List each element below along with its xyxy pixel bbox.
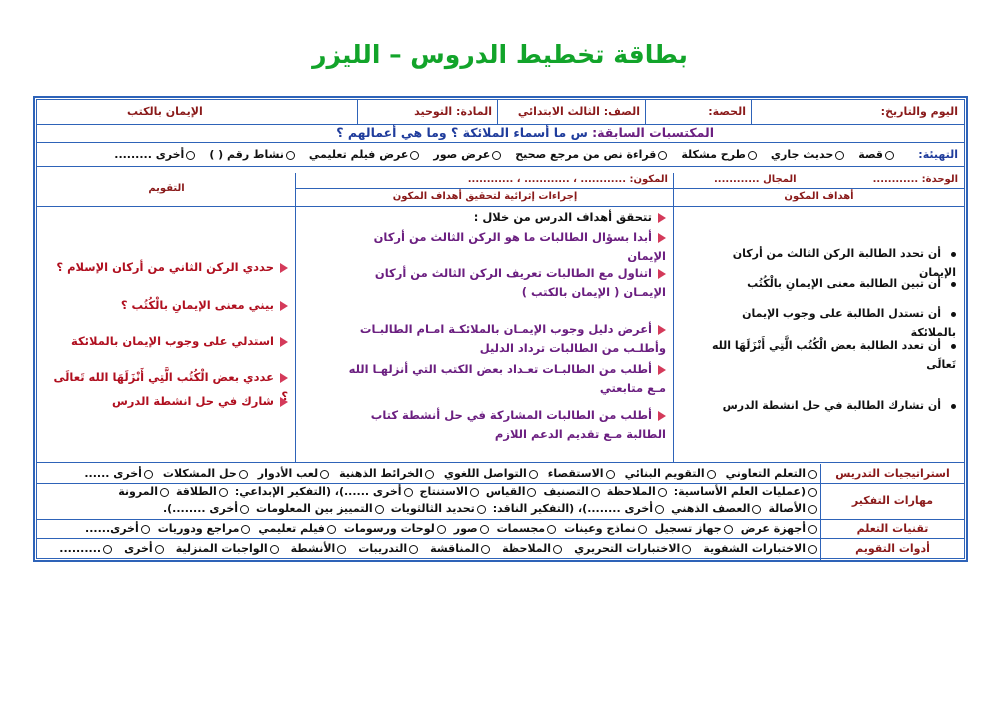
option-label: المناقشة xyxy=(430,542,480,555)
option-label: عرض فيلم تعليمي xyxy=(308,148,409,161)
option-item[interactable] xyxy=(124,542,164,555)
procedure-item xyxy=(331,360,666,398)
thinking-row xyxy=(37,483,964,520)
option-item[interactable] xyxy=(430,542,490,555)
subject-label: المادة: xyxy=(456,105,492,118)
unit-label: الوحدة: ............ xyxy=(872,174,958,185)
arrow-icon xyxy=(658,269,666,279)
option-item[interactable] xyxy=(625,467,716,480)
option-label: أخرى...... xyxy=(85,522,139,535)
evaluation-item xyxy=(43,258,288,277)
radio-circle-icon[interactable] xyxy=(655,505,664,514)
radio-circle-icon[interactable] xyxy=(808,545,817,554)
option-item[interactable] xyxy=(85,522,150,535)
option-item[interactable] xyxy=(564,522,647,535)
option-item[interactable] xyxy=(768,502,817,515)
option-item[interactable] xyxy=(344,522,446,535)
evaluation-text: حددي الركن الثاني من أركان الإسلام ؟ xyxy=(56,260,274,274)
radio-circle-icon[interactable] xyxy=(591,488,600,497)
evaluation-text: استدلي على وجوب الإيمان بالملائكة xyxy=(71,334,274,348)
option-label: أخرى ........)، (التفكير الناقد: xyxy=(492,502,654,515)
arrow-icon xyxy=(658,365,666,375)
thinking-line2 xyxy=(156,502,817,515)
option-label: قراءة نص من مرجع صحيح xyxy=(515,148,657,161)
option-item[interactable] xyxy=(671,502,761,515)
option-label: أجهزة عرض xyxy=(740,522,806,535)
objectives-column xyxy=(673,206,964,462)
option-label: مراجع ودوريات xyxy=(157,522,240,535)
option-label: صور xyxy=(453,522,478,535)
radio-circle-icon[interactable] xyxy=(658,151,667,160)
thinking-label: مهارات التفكير xyxy=(851,494,934,507)
option-item[interactable] xyxy=(158,522,251,535)
radio-circle-icon[interactable] xyxy=(480,525,489,534)
option-item[interactable] xyxy=(209,148,295,161)
procedure-item xyxy=(331,264,666,302)
warmup-options xyxy=(100,148,894,161)
objective-text: أن تعدد الطالبة بعض الْكُتُب الَّتِي أَنْزَلَهَا الله تَعالَى xyxy=(712,339,956,371)
option-item[interactable] xyxy=(607,485,667,498)
option-item[interactable] xyxy=(497,522,557,535)
radio-circle-icon[interactable] xyxy=(160,488,169,497)
radio-circle-icon[interactable] xyxy=(286,151,295,160)
procedure-text: تتحقق أهداف الدرس من خلال : xyxy=(473,210,652,224)
radio-circle-icon[interactable] xyxy=(808,525,817,534)
option-label: حل المشكلات xyxy=(162,467,237,480)
radio-circle-icon[interactable] xyxy=(327,525,336,534)
radio-circle-icon[interactable] xyxy=(375,505,384,514)
period-label: الحصة: xyxy=(708,105,746,118)
prior-knowledge-label: المكتسبات السابقة: xyxy=(592,125,714,140)
option-label: المرونة xyxy=(118,485,158,498)
domain-label: المجال ............ xyxy=(714,174,797,185)
radio-circle-icon[interactable] xyxy=(638,525,647,534)
grade-label: الصف: xyxy=(603,105,640,118)
day-date-label: اليوم والتاريخ: xyxy=(880,105,958,118)
header-row xyxy=(37,100,964,125)
radio-circle-icon[interactable] xyxy=(606,470,615,479)
procedure-item xyxy=(331,320,666,358)
option-item[interactable] xyxy=(309,148,419,161)
radio-circle-icon[interactable] xyxy=(186,151,195,160)
subject-value: التوحيد xyxy=(414,105,453,118)
option-item[interactable] xyxy=(291,542,347,555)
assessment-label: أدوات التقويم xyxy=(855,542,930,555)
lesson-title: الإيمان بالكتب xyxy=(127,105,203,118)
radio-circle-icon[interactable] xyxy=(492,151,501,160)
option-label: الاستقصاء xyxy=(547,467,604,480)
option-label: العصف الذهني xyxy=(671,502,751,515)
objective-text: أن تستدل الطالبة على وجوب الإيمان بالملائكة xyxy=(742,307,956,339)
prior-knowledge-text: س ما أسماء الملائكة ؟ وما هي أعمالهم ؟ xyxy=(336,125,588,140)
bullet-icon xyxy=(951,404,956,409)
procedures-header: إجراءات إثرائية لتحقيق أهداف المكون xyxy=(392,191,578,202)
radio-circle-icon[interactable] xyxy=(410,151,419,160)
techniques-label: تقنيات التعلم xyxy=(856,522,929,535)
option-item[interactable] xyxy=(674,485,817,498)
arrow-icon xyxy=(280,263,288,273)
strategies-label: استراتيجيات التدريس xyxy=(835,467,950,480)
radio-circle-icon[interactable] xyxy=(658,488,667,497)
objective-item xyxy=(701,396,956,415)
procedure-item xyxy=(331,208,666,227)
option-label: جهاز تسجيل xyxy=(654,522,722,535)
objective-item xyxy=(701,336,956,374)
radio-circle-icon[interactable] xyxy=(707,470,716,479)
option-label: أخرى ......)، (التفكير الإبداعي: xyxy=(234,485,402,498)
radio-circle-icon[interactable] xyxy=(337,545,346,554)
option-item[interactable] xyxy=(59,542,112,555)
assessment-row xyxy=(37,538,964,560)
arrow-icon xyxy=(280,397,288,407)
bullet-icon xyxy=(951,282,956,287)
option-item[interactable] xyxy=(444,467,538,480)
grade-value: الثالث الابتدائي xyxy=(517,105,600,118)
radio-circle-icon[interactable] xyxy=(144,470,153,479)
option-item[interactable] xyxy=(176,485,228,498)
radio-circle-icon[interactable] xyxy=(241,525,250,534)
radio-circle-icon[interactable] xyxy=(547,525,556,534)
option-label: التواصل اللغوي xyxy=(443,467,527,480)
option-label: نشاط رقم ( ) xyxy=(209,148,284,161)
thinking-line1 xyxy=(111,485,817,498)
warmup-row xyxy=(37,142,964,167)
option-label: الأصالة xyxy=(768,502,806,515)
option-label: الملاحظة xyxy=(502,542,552,555)
option-item[interactable] xyxy=(543,485,599,498)
option-item[interactable] xyxy=(858,148,894,161)
prior-knowledge-row xyxy=(37,124,964,143)
option-item[interactable] xyxy=(256,502,384,515)
warmup-label: التهيئة: xyxy=(918,148,958,161)
radio-circle-icon[interactable] xyxy=(404,488,413,497)
arrow-icon xyxy=(658,325,666,335)
option-item[interactable] xyxy=(703,542,817,555)
radio-circle-icon[interactable] xyxy=(239,470,248,479)
option-item[interactable] xyxy=(486,485,537,498)
techniques-row xyxy=(37,519,964,539)
evaluation-column xyxy=(37,206,296,462)
option-label: أخرى ...... xyxy=(84,467,142,480)
strategies-row xyxy=(37,464,964,484)
arrow-icon xyxy=(280,301,288,311)
option-item[interactable] xyxy=(84,467,153,480)
strategies-options xyxy=(74,467,817,480)
option-item[interactable] xyxy=(454,522,489,535)
option-label: الاختبارات التحريري xyxy=(574,542,681,555)
option-item[interactable] xyxy=(114,148,195,161)
assessment-options xyxy=(47,542,817,555)
objective-text: أن تشارك الطالبة في حل انشطة الدرس xyxy=(722,399,941,412)
procedure-text: أطلب من الطالبات المشاركة في حل أنشطة كتاب الطالبة مـع تقديم الدعم اللازم xyxy=(370,408,666,441)
option-label: قصة xyxy=(858,148,883,161)
option-item[interactable] xyxy=(741,522,817,535)
option-label: أخرى xyxy=(124,542,153,555)
radio-circle-icon[interactable] xyxy=(808,505,817,514)
option-label: طرح مشكلة xyxy=(681,148,746,161)
radio-circle-icon[interactable] xyxy=(141,525,150,534)
radio-circle-icon[interactable] xyxy=(808,488,817,497)
page-title: بطاقة تخطيط الدروس – الليزر xyxy=(312,40,688,69)
procedures-column xyxy=(295,206,674,462)
evaluation-item xyxy=(43,332,288,351)
option-label: الواجبات المنزلية xyxy=(175,542,268,555)
evaluation-item xyxy=(43,296,288,315)
radio-circle-icon[interactable] xyxy=(724,525,733,534)
bullet-icon xyxy=(951,312,956,317)
bullet-icon xyxy=(951,252,956,257)
option-label: التقويم البنائي xyxy=(624,467,705,480)
option-item[interactable] xyxy=(258,522,335,535)
option-item[interactable] xyxy=(681,148,757,161)
procedure-text: أبدا بسؤال الطالبات ما هو الركن الثالث من أركان الإيمان xyxy=(373,230,666,263)
evaluation-text: بيني معنى الإيمانِ بالْكُتُب ؟ xyxy=(120,298,274,312)
radio-circle-icon[interactable] xyxy=(240,505,249,514)
option-item[interactable] xyxy=(235,485,413,498)
option-label: أخرى ........). xyxy=(162,502,239,515)
component-label: المكون: ............ ، ............ ، ............ xyxy=(467,174,668,185)
radio-circle-icon[interactable] xyxy=(808,470,817,479)
evaluation-header: التقويم xyxy=(148,183,185,194)
evaluation-text: عددي بعض الْكُتُب الَّتِي أَنْزَلَهَا الله تَعالَى ؟ xyxy=(53,370,288,403)
option-label: أخرى ......... xyxy=(114,148,185,161)
option-label: الطلاقة xyxy=(175,485,217,498)
arrow-icon xyxy=(280,337,288,347)
radio-circle-icon[interactable] xyxy=(553,545,562,554)
option-item[interactable] xyxy=(515,148,667,161)
radio-circle-icon[interactable] xyxy=(320,470,329,479)
radio-circle-icon[interactable] xyxy=(219,488,228,497)
radio-circle-icon[interactable] xyxy=(437,525,446,534)
radio-circle-icon[interactable] xyxy=(481,545,490,554)
arrow-icon xyxy=(658,213,666,223)
option-item[interactable] xyxy=(548,467,615,480)
option-label: التمييز بين المعلومات xyxy=(256,502,373,515)
option-label: .......... xyxy=(59,542,102,555)
unit-row xyxy=(37,173,964,207)
objective-item xyxy=(701,274,956,293)
objective-text: أن تبين الطالبة معنى الإيمانِ بالْكُتُب xyxy=(747,277,941,290)
option-label: مجسمات xyxy=(496,522,546,535)
lesson-body xyxy=(37,206,964,463)
radio-circle-icon[interactable] xyxy=(470,488,479,497)
option-label: نماذج وعينات xyxy=(564,522,636,535)
procedure-text: أطلب من الطالبـات تعـداد بعض الكتب التي أنزلهـا الله مـع متابعتي xyxy=(348,362,666,395)
option-label: الخرائط الذهنية xyxy=(339,467,423,480)
radio-circle-icon[interactable] xyxy=(748,151,757,160)
option-label: التعلم التعاوني xyxy=(725,467,806,480)
option-label: القياس xyxy=(485,485,526,498)
objectives-header: أهداف المكون xyxy=(784,191,854,202)
option-label: حديث جاري xyxy=(770,148,834,161)
radio-circle-icon[interactable] xyxy=(103,545,112,554)
radio-circle-icon[interactable] xyxy=(477,505,486,514)
option-label: لوحات ورسومات xyxy=(343,522,435,535)
option-label: عرض صور xyxy=(433,148,491,161)
option-item[interactable] xyxy=(391,502,486,515)
option-label: (عمليات العلم الأساسية: xyxy=(673,485,806,498)
option-label: التدريبات xyxy=(358,542,408,555)
option-label: التصنيف xyxy=(543,485,589,498)
procedure-text: أعرض دليل وجوب الإيمـان بالملائكـة امـام الطالبـات وأطلـب من الطالبات ترداد الدليل xyxy=(359,322,666,355)
option-item[interactable] xyxy=(258,467,329,480)
bullet-icon xyxy=(951,344,956,349)
option-label: فيلم تعليمي xyxy=(258,522,325,535)
option-item[interactable] xyxy=(163,467,248,480)
procedure-text: اتناول مع الطالبات تعريف الركن الثالث من أركان الإيمـان ( الإيمان بالكتب ) xyxy=(374,266,666,299)
radio-circle-icon[interactable] xyxy=(682,545,691,554)
option-label: الملاحظة xyxy=(606,485,656,498)
option-item[interactable] xyxy=(655,522,733,535)
arrow-icon xyxy=(658,233,666,243)
option-item[interactable] xyxy=(726,467,817,480)
radio-circle-icon[interactable] xyxy=(752,505,761,514)
option-item[interactable] xyxy=(574,542,691,555)
radio-circle-icon[interactable] xyxy=(270,545,279,554)
procedure-item xyxy=(331,406,666,444)
option-item[interactable] xyxy=(493,502,664,515)
radio-circle-icon[interactable] xyxy=(409,545,418,554)
arrow-icon xyxy=(658,411,666,421)
radio-circle-icon[interactable] xyxy=(527,488,536,497)
option-label: الاختبارات الشفوية xyxy=(703,542,806,555)
option-label: الأنشطة xyxy=(290,542,336,555)
radio-circle-icon[interactable] xyxy=(885,151,894,160)
objective-text: أن تحدد الطالبة الركن الثالث من أركان الإيمان xyxy=(732,247,956,279)
evaluation-text: شارك في حل انشطة الدرس xyxy=(111,394,274,408)
radio-circle-icon[interactable] xyxy=(425,470,434,479)
option-item[interactable] xyxy=(771,148,844,161)
procedure-item xyxy=(331,228,666,266)
lesson-plan-card xyxy=(33,96,968,562)
radio-circle-icon[interactable] xyxy=(155,545,164,554)
option-item[interactable] xyxy=(176,542,279,555)
option-item[interactable] xyxy=(420,485,479,498)
option-label: تحديد الثالثويات xyxy=(390,502,475,515)
option-item[interactable] xyxy=(339,467,434,480)
radio-circle-icon[interactable] xyxy=(835,151,844,160)
arrow-icon xyxy=(280,373,288,383)
option-label: لعب الأدوار xyxy=(257,467,319,480)
option-item[interactable] xyxy=(358,542,418,555)
option-item[interactable] xyxy=(502,542,562,555)
option-item[interactable] xyxy=(163,502,249,515)
techniques-options xyxy=(77,522,817,535)
option-label: الاستنتاج xyxy=(419,485,468,498)
option-item[interactable] xyxy=(118,485,169,498)
evaluation-item xyxy=(43,392,288,411)
option-item[interactable] xyxy=(433,148,501,161)
radio-circle-icon[interactable] xyxy=(529,470,538,479)
